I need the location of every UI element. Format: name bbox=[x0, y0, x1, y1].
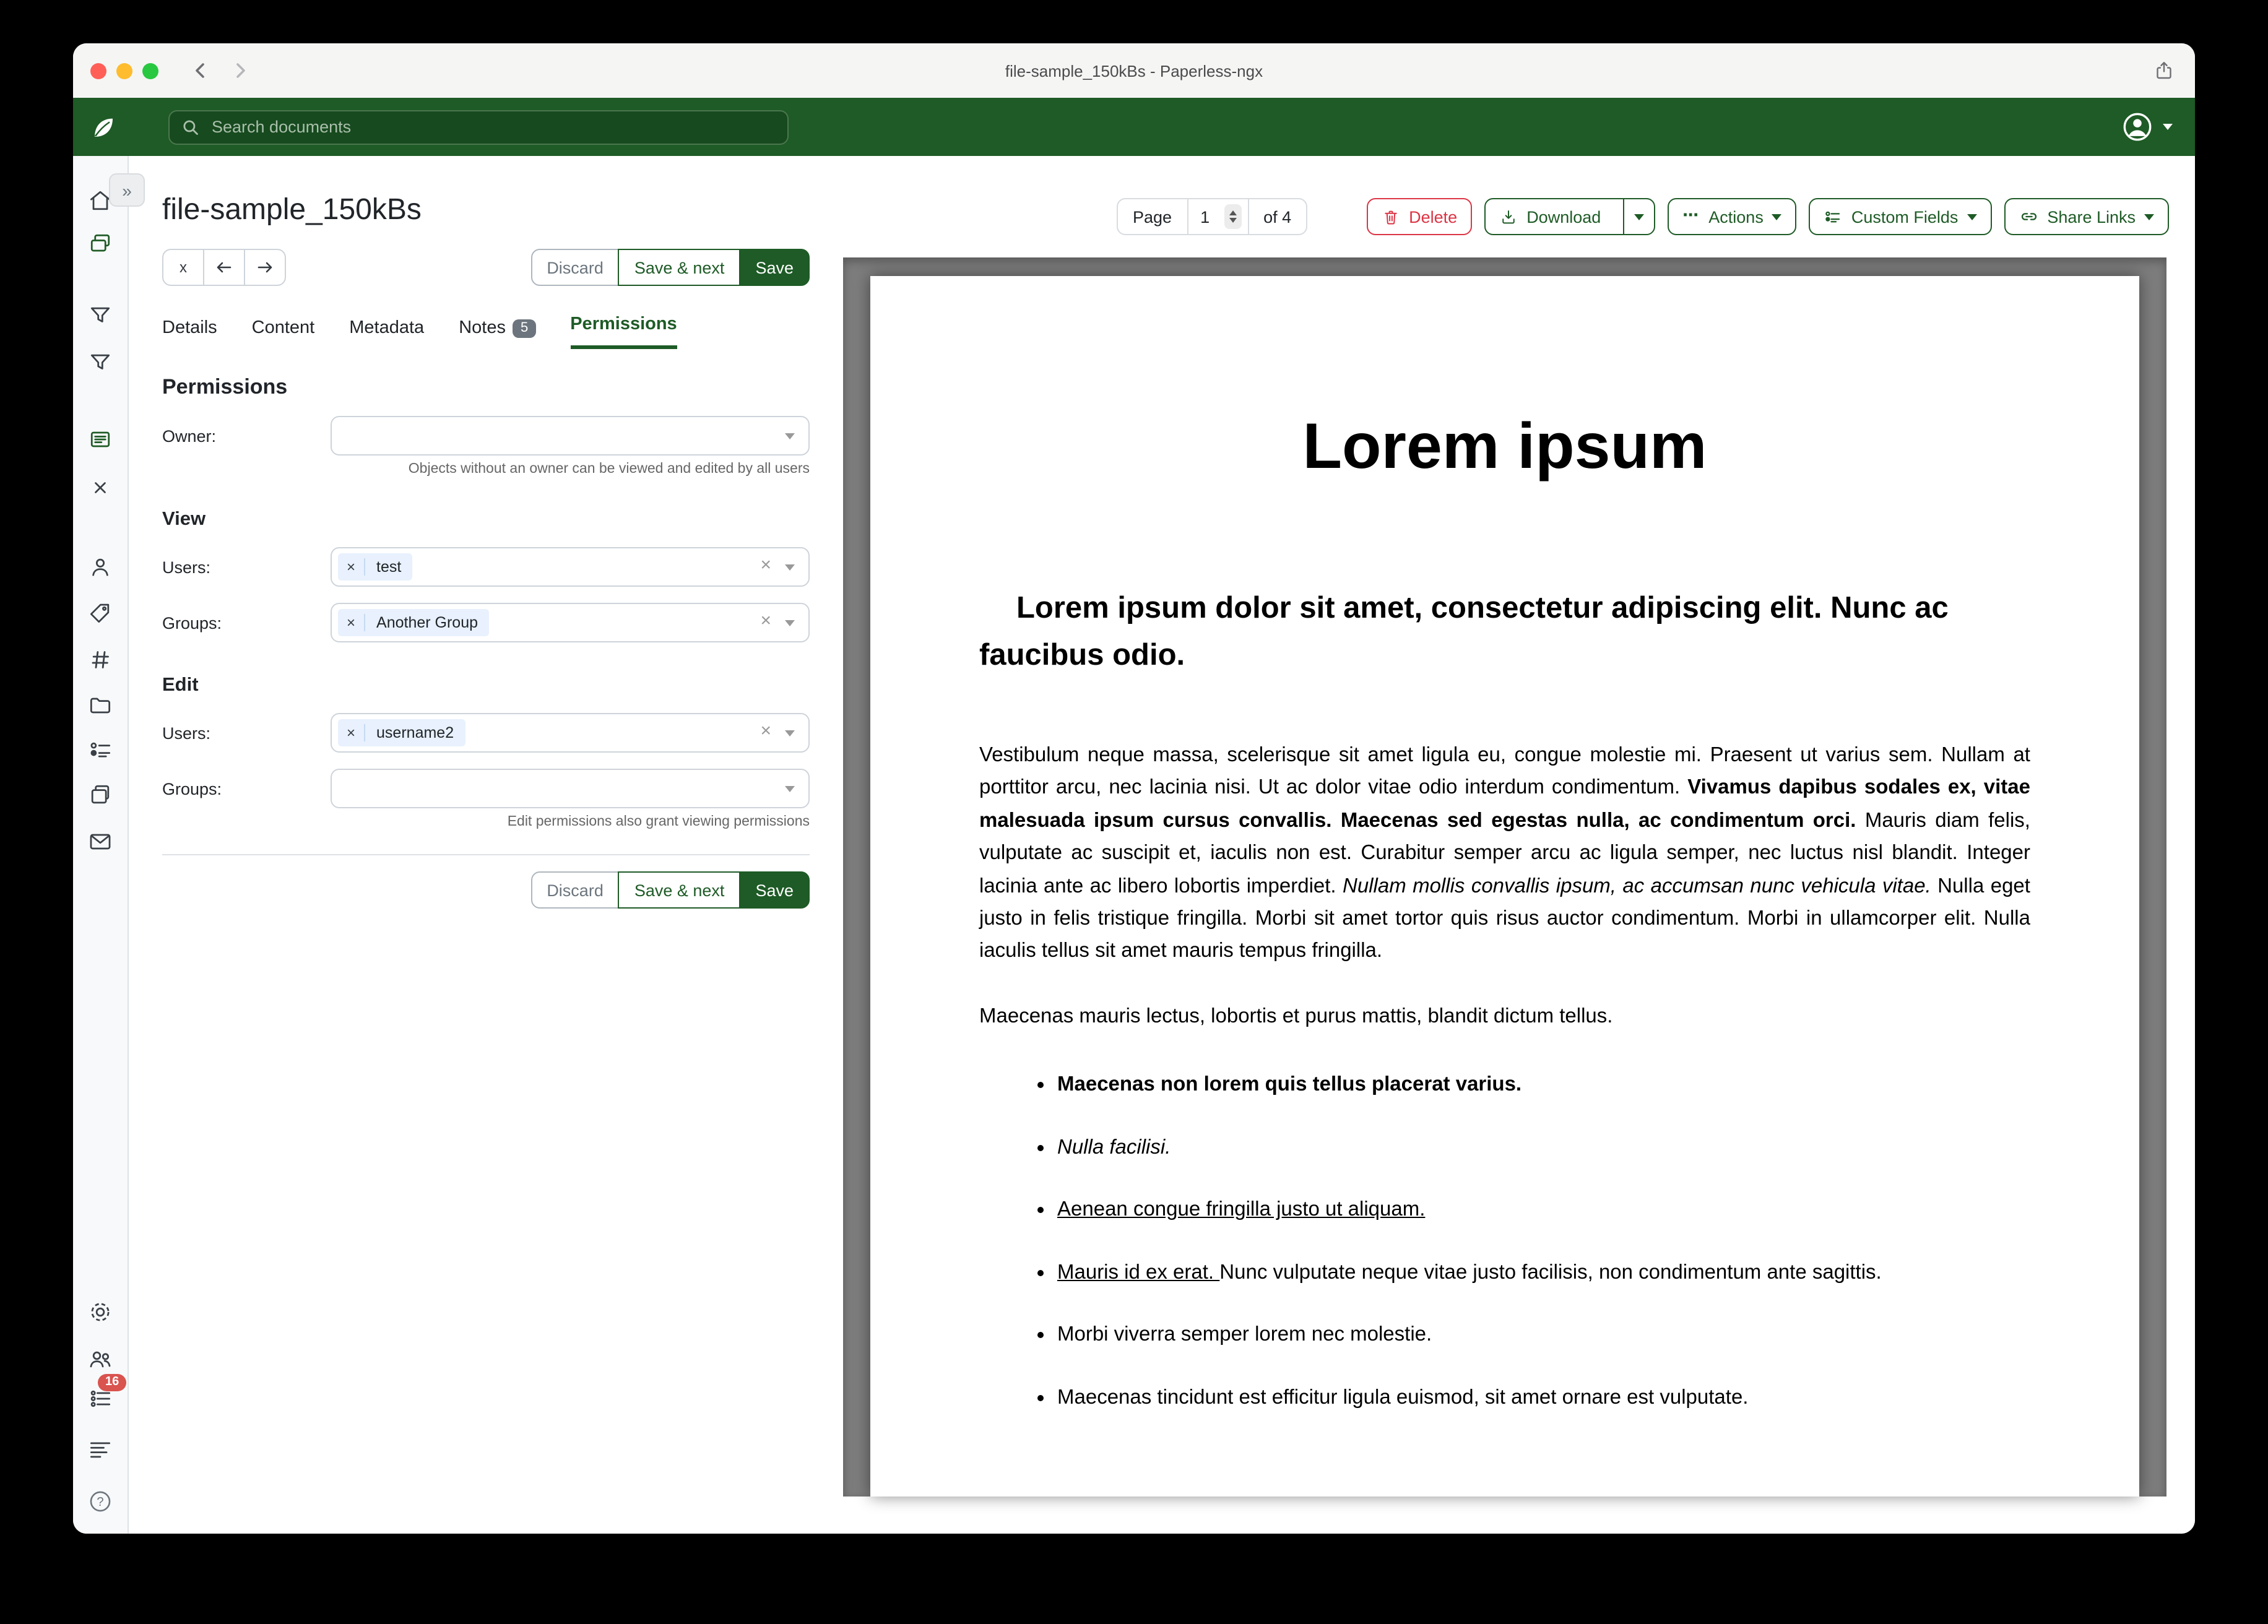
share-links-button[interactable] bbox=[2004, 198, 2169, 235]
discard-button[interactable]: Discard bbox=[530, 249, 620, 286]
pdf-document-subtitle: Lorem ipsum dolor sit amet, consectetur adipiscing elit. Nunc ac faucibus odio. bbox=[979, 592, 1949, 672]
selected-user-chip bbox=[338, 719, 465, 746]
edit-groups-select[interactable] bbox=[331, 769, 810, 808]
sidebar-item-tags[interactable] bbox=[87, 599, 114, 626]
chip-label: username2 bbox=[376, 724, 454, 741]
document-actions-row bbox=[843, 198, 2195, 235]
sidebar-item-file-tasks[interactable] bbox=[87, 781, 114, 808]
expand-sidebar-icon[interactable]: » bbox=[109, 173, 145, 207]
view-groups-label: Groups: bbox=[162, 613, 222, 632]
discard-button[interactable]: Discard bbox=[530, 871, 620, 909]
help-icon bbox=[87, 1488, 114, 1515]
sidebar-item-users-groups[interactable] bbox=[87, 1345, 114, 1373]
chevron-down-icon bbox=[785, 620, 795, 626]
back-chevron-icon[interactable] bbox=[191, 61, 210, 80]
minimize-icon[interactable] bbox=[116, 63, 132, 79]
share-links-label: Share Links bbox=[2047, 207, 2136, 226]
svg-text:?: ? bbox=[97, 1495, 104, 1509]
sidebar-item-asn[interactable] bbox=[87, 646, 114, 673]
edit-users-select[interactable] bbox=[331, 713, 810, 753]
sidebar-item-custom-fields[interactable] bbox=[87, 736, 114, 764]
selected-user-chip bbox=[338, 553, 412, 581]
text-segment: Nulla eget justo in felis tristique fringilla. Morbi sit amet tortor quis risus auctor condimentum. Morbi in ullamcorper elit. Nulla iaculis tellus sit amet mauris tempus fringilla. bbox=[979, 875, 2030, 962]
notes-count-badge: 5 bbox=[513, 319, 535, 337]
gear-icon bbox=[87, 1298, 114, 1326]
sidebar-item-correspondents[interactable] bbox=[87, 553, 114, 581]
share-icon[interactable] bbox=[2153, 59, 2175, 82]
previous-document-button[interactable] bbox=[203, 249, 245, 286]
text-segment: Mauris diam felis, vulputate ac suscipit et, iaculis non est. Curabitur semper arcu ac ligula semper, nec luctus nisl blandit. Integer lacinia ante ac libero lobortis imperdiet. bbox=[979, 809, 2030, 897]
window-title: file-sample_150kBs - Paperless-ngx bbox=[1005, 61, 1263, 80]
forward-chevron-icon[interactable] bbox=[230, 61, 250, 80]
tasks-badge: 16 bbox=[98, 1374, 126, 1391]
main-area bbox=[129, 156, 2195, 1534]
download-dropdown-toggle[interactable] bbox=[1623, 199, 1654, 234]
text-segment: Vivamus dapibus sodales ex, vitae malesuada ipsum cursus convallis. Maecenas sed egestas nulla, ac condimentum orci. bbox=[979, 776, 2030, 832]
actions-button[interactable] bbox=[1668, 198, 1797, 235]
download-icon bbox=[1499, 207, 1518, 226]
editor-tabs bbox=[162, 314, 810, 349]
form-divider bbox=[162, 854, 810, 855]
zoom-icon[interactable] bbox=[142, 63, 158, 79]
view-groups-select[interactable] bbox=[331, 603, 810, 642]
text-segment: Aenean congue fringilla justo ut aliquam. bbox=[1057, 1198, 1426, 1221]
chevron-down-icon bbox=[1772, 214, 1782, 220]
edit-groups-label: Groups: bbox=[162, 779, 222, 798]
document-nav-group bbox=[162, 249, 286, 286]
sidebar-item-tasks[interactable] bbox=[87, 1375, 119, 1412]
sidebar-item-settings[interactable] bbox=[87, 1298, 114, 1326]
selected-group-chip bbox=[338, 609, 489, 636]
edit-hint: Edit permissions also grant viewing permissions bbox=[507, 814, 810, 829]
clear-select-icon[interactable]: × bbox=[760, 610, 771, 631]
tab-metadata[interactable]: Metadata bbox=[349, 318, 425, 338]
page-navigation bbox=[1117, 198, 1307, 235]
history-nav bbox=[191, 61, 250, 80]
app-navbar bbox=[73, 98, 2195, 156]
remove-chip-icon[interactable]: × bbox=[338, 558, 365, 576]
permissions-heading: Permissions bbox=[162, 375, 288, 399]
folder-icon bbox=[87, 692, 114, 719]
arrow-left-icon bbox=[214, 257, 234, 277]
save-button[interactable]: Save bbox=[739, 249, 810, 286]
download-label: Download bbox=[1526, 207, 1601, 226]
search-icon bbox=[182, 118, 199, 136]
download-button bbox=[1484, 198, 1655, 235]
pdf-paragraph-2: Maecenas mauris lectus, lobortis et purus mattis, blandit dictum tellus. bbox=[979, 1004, 1613, 1027]
user-avatar-icon bbox=[2121, 110, 2154, 144]
custom-fields-button[interactable] bbox=[1809, 198, 1992, 235]
text-segment: Morbi viverra semper lorem nec molestie. bbox=[1057, 1323, 1432, 1346]
preview-column bbox=[843, 156, 2195, 1534]
save-and-next-button[interactable]: Save & next bbox=[618, 249, 741, 286]
file-stack-icon bbox=[87, 781, 114, 808]
view-users-label: Users: bbox=[162, 558, 211, 576]
close-icon[interactable] bbox=[90, 63, 106, 79]
app-window bbox=[73, 43, 2195, 1534]
pdf-document-title: Lorem ipsum bbox=[1302, 411, 1707, 483]
chip-label: test bbox=[376, 558, 402, 576]
users-icon bbox=[87, 1345, 114, 1373]
document-bullet bbox=[1057, 1383, 2030, 1414]
delete-label: Delete bbox=[1409, 207, 1458, 226]
sidebar-item-documents[interactable] bbox=[87, 230, 114, 257]
owner-label: Owner: bbox=[162, 426, 217, 445]
sidebar bbox=[73, 156, 132, 1534]
sidebar-item-close-document[interactable] bbox=[87, 474, 114, 501]
hash-icon bbox=[88, 647, 113, 672]
chevron-down-icon bbox=[785, 786, 795, 792]
funnel-icon bbox=[87, 302, 114, 329]
document-bullet bbox=[1057, 1320, 2030, 1352]
edit-users-label: Users: bbox=[162, 723, 211, 742]
owner-select[interactable] bbox=[331, 416, 810, 456]
chevron-down-icon bbox=[1634, 214, 1644, 220]
text-segment: Maecenas non lorem quis tellus placerat varius. bbox=[1057, 1073, 1522, 1096]
tab-permissions[interactable]: Permissions bbox=[570, 314, 677, 349]
sidebar-item-saved-view-2[interactable] bbox=[87, 349, 114, 376]
view-heading: View bbox=[162, 509, 206, 530]
sidebar-item-mail[interactable] bbox=[87, 828, 114, 855]
tags-icon bbox=[87, 599, 114, 626]
tab-notes[interactable] bbox=[459, 318, 535, 349]
save-button-group-bottom bbox=[530, 871, 810, 909]
chevron-down-icon bbox=[2163, 124, 2173, 130]
sidebar-item-open-document[interactable] bbox=[87, 426, 114, 453]
document-bullet bbox=[1057, 1069, 2030, 1101]
next-document-button[interactable] bbox=[244, 249, 286, 286]
page-label: Page bbox=[1133, 207, 1172, 226]
tab-content[interactable]: Content bbox=[251, 318, 315, 338]
chevron-down-icon bbox=[785, 564, 795, 571]
download-main[interactable] bbox=[1486, 199, 1614, 234]
chip-label: Another Group bbox=[376, 614, 478, 631]
mail-icon bbox=[87, 828, 114, 855]
text-segment: Maecenas tincidunt est efficitur ligula euismod, sit amet ornare est vulputate. bbox=[1057, 1386, 1749, 1409]
correspondents-person-icon bbox=[87, 553, 114, 581]
sidebar-item-storage-paths[interactable] bbox=[87, 692, 114, 719]
chevron-down-icon bbox=[2144, 214, 2154, 220]
edit-heading: Edit bbox=[162, 675, 199, 696]
pdf-paragraph-1 bbox=[979, 739, 2030, 967]
save-button-group-top bbox=[530, 249, 810, 286]
text-segment: Nulla facilisi. bbox=[1057, 1136, 1171, 1159]
documents-icon bbox=[87, 230, 114, 257]
trash-icon bbox=[1382, 207, 1400, 226]
custom-fields-icon bbox=[87, 736, 114, 764]
close-editor-button[interactable]: x bbox=[162, 249, 204, 286]
sidebar-item-help[interactable] bbox=[87, 1488, 114, 1515]
remove-chip-icon[interactable]: × bbox=[338, 724, 365, 741]
pdf-page bbox=[870, 276, 2139, 1497]
save-and-next-button[interactable]: Save & next bbox=[618, 871, 741, 909]
titlebar bbox=[73, 43, 2195, 98]
ellipsis-icon: ⋯ bbox=[1682, 205, 1700, 224]
clear-select-icon[interactable]: × bbox=[760, 720, 771, 741]
chevron-down-icon bbox=[1967, 214, 1976, 220]
custom-fields-label: Custom Fields bbox=[1851, 207, 1959, 226]
sidebar-item-logs[interactable] bbox=[87, 1436, 114, 1463]
page-stepper[interactable] bbox=[1224, 204, 1241, 229]
actions-label: Actions bbox=[1708, 207, 1764, 226]
logs-icon bbox=[87, 1436, 114, 1463]
paperless-leaf-icon[interactable] bbox=[88, 112, 118, 142]
pdf-preview-pane[interactable] bbox=[843, 257, 2166, 1497]
chevron-down-icon bbox=[785, 433, 795, 439]
sidebar-item-saved-view-1[interactable] bbox=[87, 302, 114, 329]
search-input[interactable] bbox=[209, 116, 775, 137]
save-button[interactable]: Save bbox=[739, 871, 810, 909]
custom-fields-icon bbox=[1824, 207, 1843, 226]
text-segment: Mauris id ex erat. bbox=[1057, 1261, 1220, 1284]
close-document-icon bbox=[88, 475, 113, 500]
text-segment: Nunc vulputate neque vitae justo facilisis, non condimentum ante sagittis. bbox=[1219, 1261, 1882, 1284]
document-edit-panel bbox=[129, 156, 843, 1534]
text-segment: Vestibulum neque massa, scelerisque sit amet ligula eu, congue molestie mi. Praesent ut varius sem. Nullam at porttitor arcu, nec lacinia nisi. Ut ac dolor vitae odio interdum condimentum. bbox=[979, 743, 2030, 799]
step-down-icon bbox=[1229, 218, 1236, 223]
document-title: file-sample_150kBs bbox=[162, 193, 422, 227]
document-bullet bbox=[1057, 1258, 2030, 1289]
document-bullet bbox=[1057, 1194, 2030, 1226]
page-number-input[interactable] bbox=[1200, 207, 1218, 226]
chevron-down-icon bbox=[785, 730, 795, 736]
page-total-label: of 4 bbox=[1247, 199, 1306, 234]
funnel-icon bbox=[87, 349, 114, 376]
clear-select-icon[interactable]: × bbox=[760, 555, 771, 576]
text-segment: Nullam mollis convallis ipsum, ac accumsan nunc vehicula vitae. bbox=[1343, 875, 1938, 897]
step-up-icon bbox=[1229, 210, 1236, 215]
pdf-bullet-list bbox=[979, 1069, 2030, 1414]
owner-hint: Objects without an owner can be viewed and edited by all users bbox=[408, 462, 810, 477]
search-bar bbox=[168, 110, 789, 144]
open-document-icon bbox=[87, 426, 114, 453]
remove-chip-icon[interactable]: × bbox=[338, 614, 365, 631]
page-number-field[interactable] bbox=[1187, 199, 1247, 234]
view-users-select[interactable] bbox=[331, 547, 810, 587]
tab-notes-label: Notes bbox=[459, 318, 506, 338]
link-icon bbox=[2019, 207, 2038, 227]
window-controls bbox=[90, 63, 158, 79]
delete-button[interactable] bbox=[1367, 198, 1472, 235]
document-bullet bbox=[1057, 1132, 2030, 1164]
user-menu[interactable] bbox=[2121, 110, 2173, 144]
tab-details[interactable]: Details bbox=[162, 318, 217, 338]
content-area bbox=[73, 156, 2195, 1534]
arrow-right-icon bbox=[255, 257, 275, 277]
